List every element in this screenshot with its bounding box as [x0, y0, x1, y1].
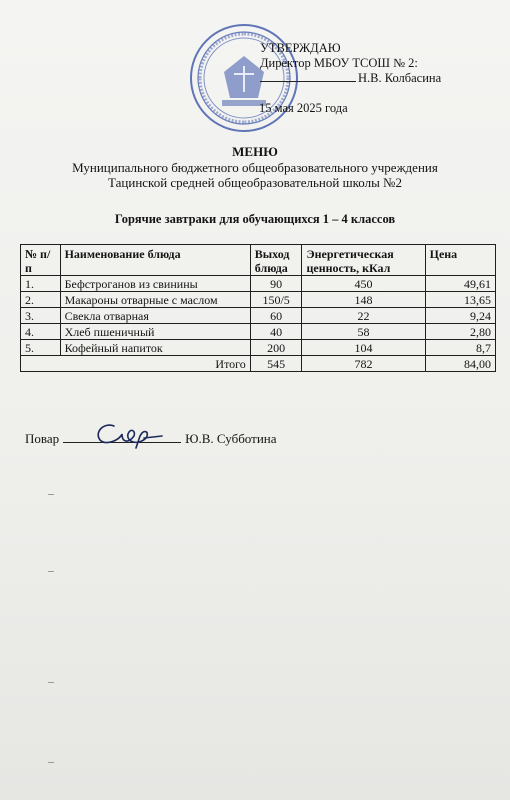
cell-num: 5. — [21, 340, 61, 356]
cell-price: 8,7 — [425, 340, 495, 356]
cell-name: Макароны отварные с маслом — [60, 292, 250, 308]
table-row — [21, 276, 496, 292]
cell-energy: 450 — [302, 276, 425, 292]
approval-title: УТВЕРЖДАЮ — [260, 41, 341, 55]
margin-mark — [48, 571, 54, 572]
cell-name: Кофейный напиток — [60, 340, 250, 356]
table-total-row — [21, 356, 496, 372]
cell-energy: 22 — [302, 308, 425, 324]
cell-energy: 104 — [302, 340, 425, 356]
header-num: № п/п — [21, 245, 61, 276]
approval-name: Н.В. Колбасина — [358, 71, 442, 85]
approval-block — [260, 41, 441, 86]
table-row — [21, 340, 496, 356]
institution-name — [0, 160, 510, 190]
cook-name: Ю.В. Субботина — [185, 431, 277, 446]
table-row — [21, 324, 496, 340]
institution-line-1: Муниципального бюджетного общеобразовательного учреждения — [72, 160, 438, 175]
total-label: Итого — [21, 356, 251, 372]
table-header-row — [21, 245, 496, 276]
header-output: Выход блюда — [250, 245, 302, 276]
cell-price: 9,24 — [425, 308, 495, 324]
institution-line-2: Тацинской средней общеобразовательной школы №2 — [108, 175, 402, 190]
cell-price: 13,65 — [425, 292, 495, 308]
menu-subtitle: Горячие завтраки для обучающихся 1 – 4 классов — [114, 212, 396, 226]
page-title: МЕНЮ — [232, 144, 278, 159]
cell-price: 49,61 — [425, 276, 495, 292]
cell-num: 1. — [21, 276, 61, 292]
margin-mark — [48, 494, 54, 495]
cell-price: 2,80 — [425, 324, 495, 340]
cell-name: Бефстроганов из свинины — [60, 276, 250, 292]
cell-name: Хлеб пшеничный — [60, 324, 250, 340]
signature-underline — [260, 81, 356, 82]
approval-date: 15 мая 2025 года — [259, 101, 348, 115]
cell-output: 200 — [250, 340, 302, 356]
cell-energy: 148 — [302, 292, 425, 308]
cell-output: 40 — [250, 324, 302, 340]
total-energy: 782 — [302, 356, 425, 372]
table-row — [21, 308, 496, 324]
cell-output: 90 — [250, 276, 302, 292]
total-price: 84,00 — [425, 356, 495, 372]
cell-output: 60 — [250, 308, 302, 324]
cell-num: 4. — [21, 324, 61, 340]
approval-position: Директор МБОУ ТСОШ № 2: — [260, 56, 418, 70]
header-energy: Энергетическая ценность, кКал — [302, 245, 425, 276]
handwritten-signature — [86, 418, 166, 450]
margin-mark — [48, 682, 54, 683]
cell-num: 3. — [21, 308, 61, 324]
cell-name: Свекла отварная — [60, 308, 250, 324]
cook-role: Повар — [25, 431, 60, 446]
cell-num: 2. — [21, 292, 61, 308]
header-price: Цена — [425, 245, 495, 276]
cell-output: 150/5 — [250, 292, 302, 308]
header-name: Наименование блюда — [60, 245, 250, 276]
margin-mark — [48, 762, 54, 763]
cell-energy: 58 — [302, 324, 425, 340]
approval-signature-line — [260, 71, 441, 86]
menu-table — [20, 244, 496, 372]
table-row — [21, 292, 496, 308]
total-output: 545 — [250, 356, 302, 372]
